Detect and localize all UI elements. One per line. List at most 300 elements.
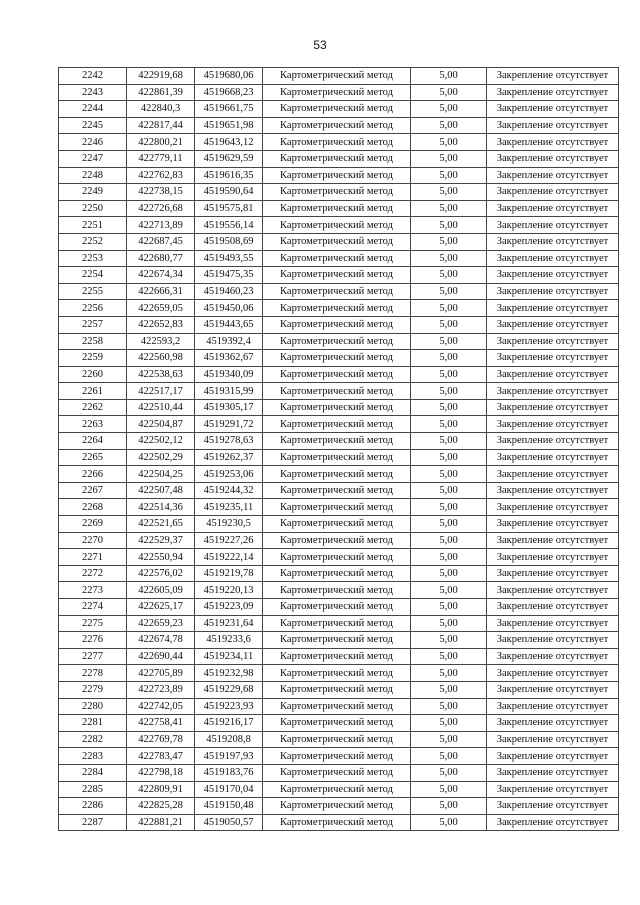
table-row: [59, 399, 619, 416]
method-cell: Картометрический метод: [263, 615, 411, 632]
fixation-cell: Закрепление отсутствует: [487, 632, 619, 649]
method-cell: Картометрический метод: [263, 449, 411, 466]
fixation-cell: Закрепление отсутствует: [487, 150, 619, 167]
point-number-cell: 2272: [59, 565, 127, 582]
point-number-cell: 2253: [59, 250, 127, 267]
error-cell: 5,00: [411, 599, 487, 616]
fixation-cell: Закрепление отсутствует: [487, 599, 619, 616]
coordinates-table-body: [59, 68, 619, 831]
point-number-cell: 2251: [59, 217, 127, 234]
method-cell: Картометрический метод: [263, 681, 411, 698]
x-coordinate-cell: 422504,25: [127, 466, 195, 483]
y-coordinate-cell: 4519508,69: [195, 233, 263, 250]
fixation-cell: Закрепление отсутствует: [487, 648, 619, 665]
error-cell: 5,00: [411, 549, 487, 566]
error-cell: 5,00: [411, 798, 487, 815]
table-row: [59, 764, 619, 781]
method-cell: Картометрический метод: [263, 283, 411, 300]
y-coordinate-cell: 4519197,93: [195, 748, 263, 765]
method-cell: Картометрический метод: [263, 333, 411, 350]
error-cell: 5,00: [411, 449, 487, 466]
table-row: [59, 117, 619, 134]
fixation-cell: Закрепление отсутствует: [487, 798, 619, 815]
page-number: 53: [313, 38, 327, 52]
point-number-cell: 2263: [59, 416, 127, 433]
x-coordinate-cell: 422738,15: [127, 184, 195, 201]
y-coordinate-cell: 4519050,57: [195, 814, 263, 831]
error-cell: 5,00: [411, 101, 487, 118]
y-coordinate-cell: 4519680,06: [195, 68, 263, 85]
point-number-cell: 2273: [59, 582, 127, 599]
table-row: [59, 798, 619, 815]
y-coordinate-cell: 4519234,11: [195, 648, 263, 665]
table-row: [59, 482, 619, 499]
error-cell: 5,00: [411, 665, 487, 682]
error-cell: 5,00: [411, 615, 487, 632]
x-coordinate-cell: 422514,36: [127, 499, 195, 516]
y-coordinate-cell: 4519262,37: [195, 449, 263, 466]
point-number-cell: 2248: [59, 167, 127, 184]
x-coordinate-cell: 422652,83: [127, 316, 195, 333]
y-coordinate-cell: 4519232,98: [195, 665, 263, 682]
method-cell: Картометрический метод: [263, 134, 411, 151]
error-cell: 5,00: [411, 217, 487, 234]
x-coordinate-cell: 422529,37: [127, 532, 195, 549]
method-cell: Картометрический метод: [263, 466, 411, 483]
x-coordinate-cell: 422881,21: [127, 814, 195, 831]
table-row: [59, 250, 619, 267]
x-coordinate-cell: 422625,17: [127, 599, 195, 616]
y-coordinate-cell: 4519220,13: [195, 582, 263, 599]
table-row: [59, 748, 619, 765]
y-coordinate-cell: 4519340,09: [195, 366, 263, 383]
table-row: [59, 731, 619, 748]
error-cell: 5,00: [411, 416, 487, 433]
method-cell: Картометрический метод: [263, 599, 411, 616]
table-row: [59, 184, 619, 201]
fixation-cell: Закрепление отсутствует: [487, 781, 619, 798]
fixation-cell: Закрепление отсутствует: [487, 499, 619, 516]
fixation-cell: Закрепление отсутствует: [487, 366, 619, 383]
error-cell: 5,00: [411, 134, 487, 151]
point-number-cell: 2252: [59, 233, 127, 250]
x-coordinate-cell: 422723,89: [127, 681, 195, 698]
error-cell: 5,00: [411, 350, 487, 367]
y-coordinate-cell: 4519183,76: [195, 764, 263, 781]
x-coordinate-cell: 422758,41: [127, 715, 195, 732]
point-number-cell: 2287: [59, 814, 127, 831]
coordinates-table: [58, 67, 619, 831]
fixation-cell: Закрепление отсутствует: [487, 250, 619, 267]
x-coordinate-cell: 422713,89: [127, 217, 195, 234]
error-cell: 5,00: [411, 267, 487, 284]
table-row: [59, 200, 619, 217]
table-row: [59, 698, 619, 715]
point-number-cell: 2262: [59, 399, 127, 416]
fixation-cell: Закрепление отсутствует: [487, 167, 619, 184]
error-cell: 5,00: [411, 764, 487, 781]
error-cell: 5,00: [411, 167, 487, 184]
error-cell: 5,00: [411, 582, 487, 599]
x-coordinate-cell: 422593,2: [127, 333, 195, 350]
method-cell: Картометрический метод: [263, 300, 411, 317]
error-cell: 5,00: [411, 814, 487, 831]
table-row: [59, 134, 619, 151]
point-number-cell: 2260: [59, 366, 127, 383]
fixation-cell: Закрепление отсутствует: [487, 101, 619, 118]
fixation-cell: Закрепление отсутствует: [487, 565, 619, 582]
y-coordinate-cell: 4519216,17: [195, 715, 263, 732]
y-coordinate-cell: 4519305,17: [195, 399, 263, 416]
point-number-cell: 2266: [59, 466, 127, 483]
fixation-cell: Закрепление отсутствует: [487, 449, 619, 466]
error-cell: 5,00: [411, 748, 487, 765]
y-coordinate-cell: 4519616,35: [195, 167, 263, 184]
point-number-cell: 2283: [59, 748, 127, 765]
method-cell: Картометрический метод: [263, 383, 411, 400]
method-cell: Картометрический метод: [263, 84, 411, 101]
y-coordinate-cell: 4519475,35: [195, 267, 263, 284]
table-row: [59, 150, 619, 167]
point-number-cell: 2261: [59, 383, 127, 400]
point-number-cell: 2245: [59, 117, 127, 134]
y-coordinate-cell: 4519392,4: [195, 333, 263, 350]
x-coordinate-cell: 422800,21: [127, 134, 195, 151]
x-coordinate-cell: 422783,47: [127, 748, 195, 765]
table-row: [59, 781, 619, 798]
method-cell: Картометрический метод: [263, 814, 411, 831]
y-coordinate-cell: 4519661,75: [195, 101, 263, 118]
error-cell: 5,00: [411, 466, 487, 483]
error-cell: 5,00: [411, 316, 487, 333]
fixation-cell: Закрепление отсутствует: [487, 433, 619, 450]
method-cell: Картометрический метод: [263, 516, 411, 533]
y-coordinate-cell: 4519493,55: [195, 250, 263, 267]
fixation-cell: Закрепление отсутствует: [487, 350, 619, 367]
table-row: [59, 84, 619, 101]
x-coordinate-cell: 422666,31: [127, 283, 195, 300]
point-number-cell: 2286: [59, 798, 127, 815]
method-cell: Картометрический метод: [263, 399, 411, 416]
table-row: [59, 632, 619, 649]
x-coordinate-cell: 422680,77: [127, 250, 195, 267]
table-row: [59, 715, 619, 732]
fixation-cell: Закрепление отсутствует: [487, 582, 619, 599]
fixation-cell: Закрепление отсутствует: [487, 698, 619, 715]
point-number-cell: 2244: [59, 101, 127, 118]
x-coordinate-cell: 422779,11: [127, 150, 195, 167]
y-coordinate-cell: 4519233,6: [195, 632, 263, 649]
x-coordinate-cell: 422674,78: [127, 632, 195, 649]
method-cell: Картометрический метод: [263, 184, 411, 201]
method-cell: Картометрический метод: [263, 316, 411, 333]
table-row: [59, 366, 619, 383]
method-cell: Картометрический метод: [263, 648, 411, 665]
error-cell: 5,00: [411, 433, 487, 450]
method-cell: Картометрический метод: [263, 200, 411, 217]
method-cell: Картометрический метод: [263, 101, 411, 118]
y-coordinate-cell: 4519556,14: [195, 217, 263, 234]
x-coordinate-cell: 422521,65: [127, 516, 195, 533]
y-coordinate-cell: 4519170,04: [195, 781, 263, 798]
method-cell: Картометрический метод: [263, 698, 411, 715]
error-cell: 5,00: [411, 250, 487, 267]
point-number-cell: 2277: [59, 648, 127, 665]
fixation-cell: Закрепление отсутствует: [487, 715, 619, 732]
error-cell: 5,00: [411, 632, 487, 649]
fixation-cell: Закрепление отсутствует: [487, 233, 619, 250]
table-row: [59, 217, 619, 234]
x-coordinate-cell: 422742,05: [127, 698, 195, 715]
point-number-cell: 2279: [59, 681, 127, 698]
point-number-cell: 2250: [59, 200, 127, 217]
x-coordinate-cell: 422538,63: [127, 366, 195, 383]
method-cell: Картометрический метод: [263, 532, 411, 549]
y-coordinate-cell: 4519291,72: [195, 416, 263, 433]
fixation-cell: Закрепление отсутствует: [487, 68, 619, 85]
y-coordinate-cell: 4519235,11: [195, 499, 263, 516]
y-coordinate-cell: 4519590,64: [195, 184, 263, 201]
x-coordinate-cell: 422762,83: [127, 167, 195, 184]
point-number-cell: 2282: [59, 731, 127, 748]
error-cell: 5,00: [411, 333, 487, 350]
method-cell: Картометрический метод: [263, 582, 411, 599]
y-coordinate-cell: 4519229,68: [195, 681, 263, 698]
x-coordinate-cell: 422840,3: [127, 101, 195, 118]
table-row: [59, 615, 619, 632]
fixation-cell: Закрепление отсутствует: [487, 316, 619, 333]
method-cell: Картометрический метод: [263, 665, 411, 682]
method-cell: Картометрический метод: [263, 798, 411, 815]
fixation-cell: Закрепление отсутствует: [487, 217, 619, 234]
point-number-cell: 2280: [59, 698, 127, 715]
point-number-cell: 2257: [59, 316, 127, 333]
method-cell: Картометрический метод: [263, 267, 411, 284]
point-number-cell: 2270: [59, 532, 127, 549]
error-cell: 5,00: [411, 781, 487, 798]
table-row: [59, 449, 619, 466]
x-coordinate-cell: 422507,48: [127, 482, 195, 499]
table-row: [59, 532, 619, 549]
table-row: [59, 814, 619, 831]
point-number-cell: 2278: [59, 665, 127, 682]
fixation-cell: Закрепление отсутствует: [487, 200, 619, 217]
error-cell: 5,00: [411, 698, 487, 715]
error-cell: 5,00: [411, 499, 487, 516]
table-row: [59, 283, 619, 300]
table-row: [59, 599, 619, 616]
method-cell: Картометрический метод: [263, 549, 411, 566]
table-row: [59, 499, 619, 516]
table-row: [59, 681, 619, 698]
x-coordinate-cell: 422798,18: [127, 764, 195, 781]
error-cell: 5,00: [411, 200, 487, 217]
x-coordinate-cell: 422919,68: [127, 68, 195, 85]
y-coordinate-cell: 4519443,65: [195, 316, 263, 333]
error-cell: 5,00: [411, 283, 487, 300]
method-cell: Картометрический метод: [263, 482, 411, 499]
method-cell: Картометрический метод: [263, 150, 411, 167]
x-coordinate-cell: 422504,87: [127, 416, 195, 433]
point-number-cell: 2249: [59, 184, 127, 201]
method-cell: Картометрический метод: [263, 366, 411, 383]
fixation-cell: Закрепление отсутствует: [487, 466, 619, 483]
table-row: [59, 466, 619, 483]
method-cell: Картометрический метод: [263, 167, 411, 184]
y-coordinate-cell: 4519315,99: [195, 383, 263, 400]
point-number-cell: 2276: [59, 632, 127, 649]
fixation-cell: Закрепление отсутствует: [487, 665, 619, 682]
fixation-cell: Закрепление отсутствует: [487, 84, 619, 101]
table-row: [59, 350, 619, 367]
y-coordinate-cell: 4519222,14: [195, 549, 263, 566]
point-number-cell: 2285: [59, 781, 127, 798]
point-number-cell: 2246: [59, 134, 127, 151]
point-number-cell: 2242: [59, 68, 127, 85]
y-coordinate-cell: 4519150,48: [195, 798, 263, 815]
x-coordinate-cell: 422809,91: [127, 781, 195, 798]
table-row: [59, 648, 619, 665]
x-coordinate-cell: 422690,44: [127, 648, 195, 665]
error-cell: 5,00: [411, 68, 487, 85]
table-row: [59, 101, 619, 118]
method-cell: Картометрический метод: [263, 117, 411, 134]
x-coordinate-cell: 422576,02: [127, 565, 195, 582]
fixation-cell: Закрепление отсутствует: [487, 333, 619, 350]
x-coordinate-cell: 422861,39: [127, 84, 195, 101]
y-coordinate-cell: 4519219,78: [195, 565, 263, 582]
y-coordinate-cell: 4519231,64: [195, 615, 263, 632]
x-coordinate-cell: 422705,89: [127, 665, 195, 682]
x-coordinate-cell: 422517,17: [127, 383, 195, 400]
x-coordinate-cell: 422659,05: [127, 300, 195, 317]
y-coordinate-cell: 4519643,12: [195, 134, 263, 151]
table-row: [59, 316, 619, 333]
fixation-cell: Закрепление отсутствует: [487, 731, 619, 748]
table-row: [59, 233, 619, 250]
point-number-cell: 2275: [59, 615, 127, 632]
table-row: [59, 300, 619, 317]
y-coordinate-cell: 4519227,26: [195, 532, 263, 549]
y-coordinate-cell: 4519230,5: [195, 516, 263, 533]
fixation-cell: Закрепление отсутствует: [487, 681, 619, 698]
fixation-cell: Закрепление отсутствует: [487, 267, 619, 284]
fixation-cell: Закрепление отсутствует: [487, 399, 619, 416]
method-cell: Картометрический метод: [263, 565, 411, 582]
method-cell: Картометрический метод: [263, 217, 411, 234]
x-coordinate-cell: 422726,68: [127, 200, 195, 217]
x-coordinate-cell: 422560,98: [127, 350, 195, 367]
point-number-cell: 2281: [59, 715, 127, 732]
method-cell: Картометрический метод: [263, 731, 411, 748]
y-coordinate-cell: 4519362,67: [195, 350, 263, 367]
table-row: [59, 383, 619, 400]
table-row: [59, 416, 619, 433]
y-coordinate-cell: 4519208,8: [195, 731, 263, 748]
error-cell: 5,00: [411, 233, 487, 250]
point-number-cell: 2265: [59, 449, 127, 466]
point-number-cell: 2274: [59, 599, 127, 616]
method-cell: Картометрический метод: [263, 632, 411, 649]
point-number-cell: 2258: [59, 333, 127, 350]
x-coordinate-cell: 422510,44: [127, 399, 195, 416]
fixation-cell: Закрепление отсутствует: [487, 383, 619, 400]
x-coordinate-cell: 422817,44: [127, 117, 195, 134]
error-cell: 5,00: [411, 482, 487, 499]
point-number-cell: 2259: [59, 350, 127, 367]
y-coordinate-cell: 4519244,32: [195, 482, 263, 499]
point-number-cell: 2267: [59, 482, 127, 499]
point-number-cell: 2254: [59, 267, 127, 284]
fixation-cell: Закрепление отсутствует: [487, 300, 619, 317]
y-coordinate-cell: 4519651,98: [195, 117, 263, 134]
method-cell: Картометрический метод: [263, 748, 411, 765]
method-cell: Картометрический метод: [263, 715, 411, 732]
x-coordinate-cell: 422550,94: [127, 549, 195, 566]
fixation-cell: Закрепление отсутствует: [487, 134, 619, 151]
fixation-cell: Закрепление отсутствует: [487, 532, 619, 549]
y-coordinate-cell: 4519460,23: [195, 283, 263, 300]
method-cell: Картометрический метод: [263, 416, 411, 433]
point-number-cell: 2264: [59, 433, 127, 450]
fixation-cell: Закрепление отсутствует: [487, 516, 619, 533]
x-coordinate-cell: 422769,78: [127, 731, 195, 748]
y-coordinate-cell: 4519629,59: [195, 150, 263, 167]
error-cell: 5,00: [411, 150, 487, 167]
method-cell: Картометрический метод: [263, 433, 411, 450]
method-cell: Картометрический метод: [263, 68, 411, 85]
error-cell: 5,00: [411, 731, 487, 748]
error-cell: 5,00: [411, 532, 487, 549]
point-number-cell: 2268: [59, 499, 127, 516]
fixation-cell: Закрепление отсутствует: [487, 482, 619, 499]
fixation-cell: Закрепление отсутствует: [487, 814, 619, 831]
table-row: [59, 267, 619, 284]
y-coordinate-cell: 4519450,06: [195, 300, 263, 317]
error-cell: 5,00: [411, 383, 487, 400]
method-cell: Картометрический метод: [263, 250, 411, 267]
x-coordinate-cell: 422674,34: [127, 267, 195, 284]
point-number-cell: 2269: [59, 516, 127, 533]
error-cell: 5,00: [411, 300, 487, 317]
point-number-cell: 2255: [59, 283, 127, 300]
error-cell: 5,00: [411, 516, 487, 533]
error-cell: 5,00: [411, 715, 487, 732]
error-cell: 5,00: [411, 184, 487, 201]
point-number-cell: 2243: [59, 84, 127, 101]
fixation-cell: Закрепление отсутствует: [487, 615, 619, 632]
x-coordinate-cell: 422502,29: [127, 449, 195, 466]
table-row: [59, 167, 619, 184]
table-row: [59, 433, 619, 450]
fixation-cell: Закрепление отсутствует: [487, 184, 619, 201]
error-cell: 5,00: [411, 84, 487, 101]
y-coordinate-cell: 4519278,63: [195, 433, 263, 450]
table-row: [59, 549, 619, 566]
error-cell: 5,00: [411, 565, 487, 582]
fixation-cell: Закрепление отсутствует: [487, 117, 619, 134]
fixation-cell: Закрепление отсутствует: [487, 283, 619, 300]
table-row: [59, 333, 619, 350]
fixation-cell: Закрепление отсутствует: [487, 748, 619, 765]
method-cell: Картометрический метод: [263, 350, 411, 367]
fixation-cell: Закрепление отсутствует: [487, 416, 619, 433]
y-coordinate-cell: 4519223,09: [195, 599, 263, 616]
table-row: [59, 516, 619, 533]
fixation-cell: Закрепление отсутствует: [487, 764, 619, 781]
x-coordinate-cell: 422825,28: [127, 798, 195, 815]
table-row: [59, 68, 619, 85]
